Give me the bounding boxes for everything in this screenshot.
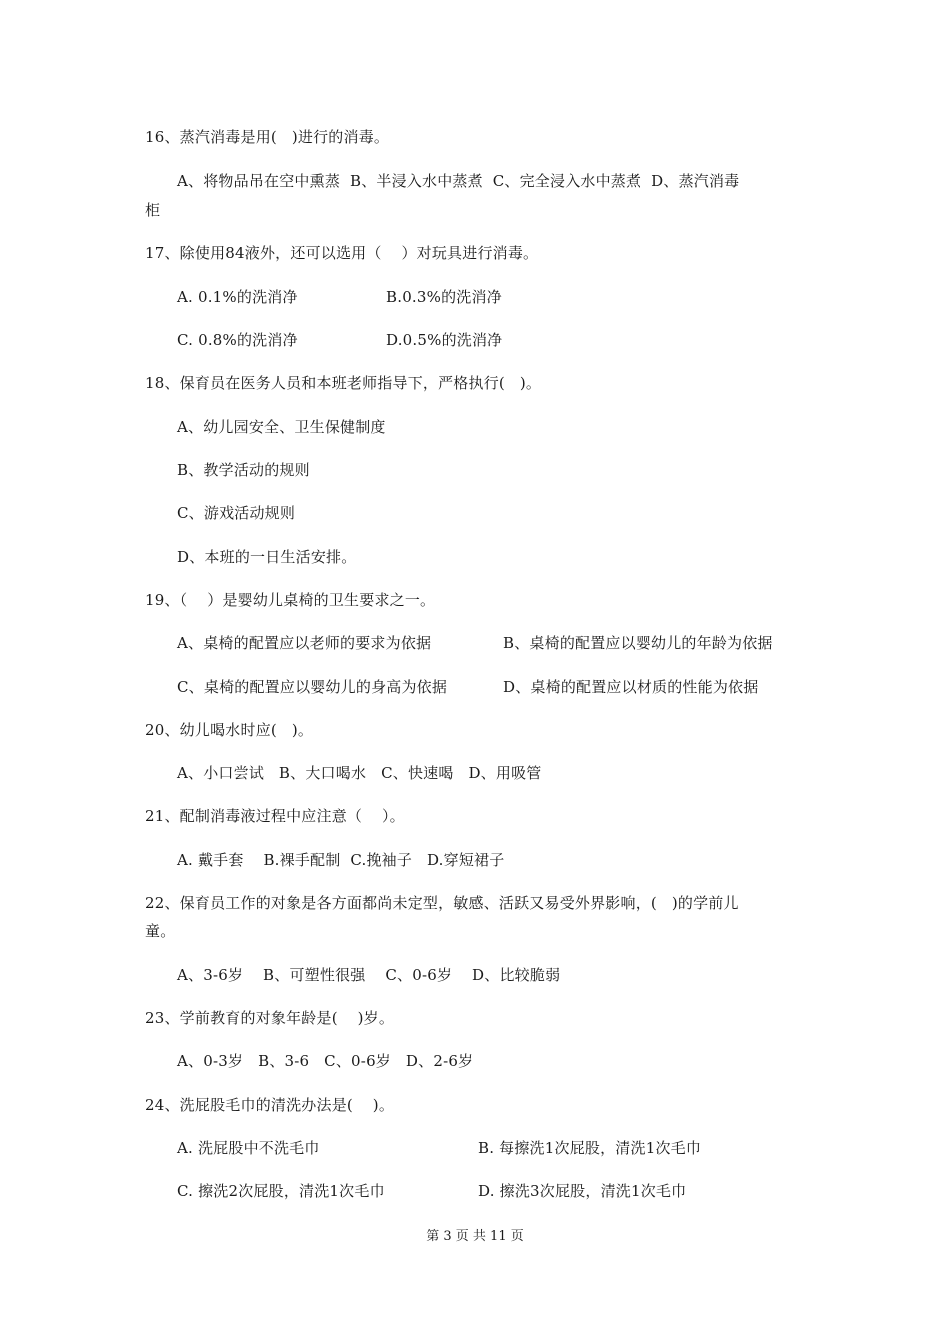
question-24-option-a: A. 洗屁股中不洗毛巾	[177, 1139, 320, 1157]
question-24-option-d: D. 擦洗3次屁股，清洗1次毛巾	[478, 1182, 687, 1200]
question-21: 21、配制消毒液过程中应注意（ ）。	[145, 807, 405, 825]
question-18-option-d: D、本班的一日生活安排。	[177, 548, 357, 566]
question-22-continued: 童。	[145, 922, 176, 940]
question-19-option-b: B、桌椅的配置应以婴幼儿的年龄为依据	[503, 634, 773, 652]
question-17: 17、除使用84液外，还可以选用（ ）对玩具进行消毒。	[145, 244, 539, 262]
question-17-option-c: C. 0.8%的洗消净	[177, 331, 298, 349]
question-23-options: A、0-3岁 B、3-6 C、0-6岁 D、2-6岁	[177, 1052, 474, 1070]
question-18-option-c: C、游戏活动规则	[177, 504, 296, 522]
page-number-footer: 第 3 页 共 11 页	[426, 1229, 524, 1244]
question-20-options: A、小口尝试 B、大口喝水 C、快速喝 D、用吸管	[177, 764, 542, 782]
question-17-option-d: D.0.5%的洗消净	[386, 331, 503, 349]
question-20: 20、幼儿喝水时应( )。	[145, 721, 314, 739]
question-24-option-c: C. 擦洗2次屁股，清洗1次毛巾	[177, 1182, 385, 1200]
question-22: 22、保育员工作的对象是各方面都尚未定型，敏感、活跃又易受外界影响，( )的学前儿	[145, 894, 739, 912]
question-16-options-continued: 柜	[145, 201, 161, 219]
question-17-option-a: A. 0.1%的洗消净	[177, 288, 298, 306]
question-19-option-a: A、桌椅的配置应以老师的要求为依据	[177, 634, 432, 652]
question-23: 23、学前教育的对象年龄是( )岁。	[145, 1009, 395, 1027]
question-24: 24、洗屁股毛巾的清洗办法是( )。	[145, 1096, 395, 1114]
question-24-option-b: B. 每擦洗1次屁股，清洗1次毛巾	[478, 1139, 702, 1157]
question-17-option-b: B.0.3%的洗消净	[386, 288, 502, 306]
question-16-options: A、将物品吊在空中熏蒸 B、半浸入水中蒸煮 C、完全浸入水中蒸煮 D、蒸汽消毒	[177, 172, 740, 190]
question-19-option-d: D、桌椅的配置应以材质的性能为依据	[503, 678, 759, 696]
question-21-options: A. 戴手套 B.裸手配制 C.挽袖子 D.穿短裙子	[177, 851, 505, 869]
question-18: 18、保育员在医务人员和本班老师指导下，严格执行( )。	[145, 374, 542, 392]
question-19: 19、（ ）是婴幼儿桌椅的卫生要求之一。	[145, 591, 436, 609]
question-18-option-a: A、幼儿园安全、卫生保健制度	[177, 418, 386, 436]
question-19-option-c: C、桌椅的配置应以婴幼儿的身高为依据	[177, 678, 448, 696]
question-16: 16、蒸汽消毒是用( )进行的消毒。	[145, 128, 390, 146]
question-22-options: A、3-6岁 B、可塑性很强 C、0-6岁 D、比较脆弱	[177, 966, 561, 984]
question-18-option-b: B、教学活动的规则	[177, 461, 310, 479]
